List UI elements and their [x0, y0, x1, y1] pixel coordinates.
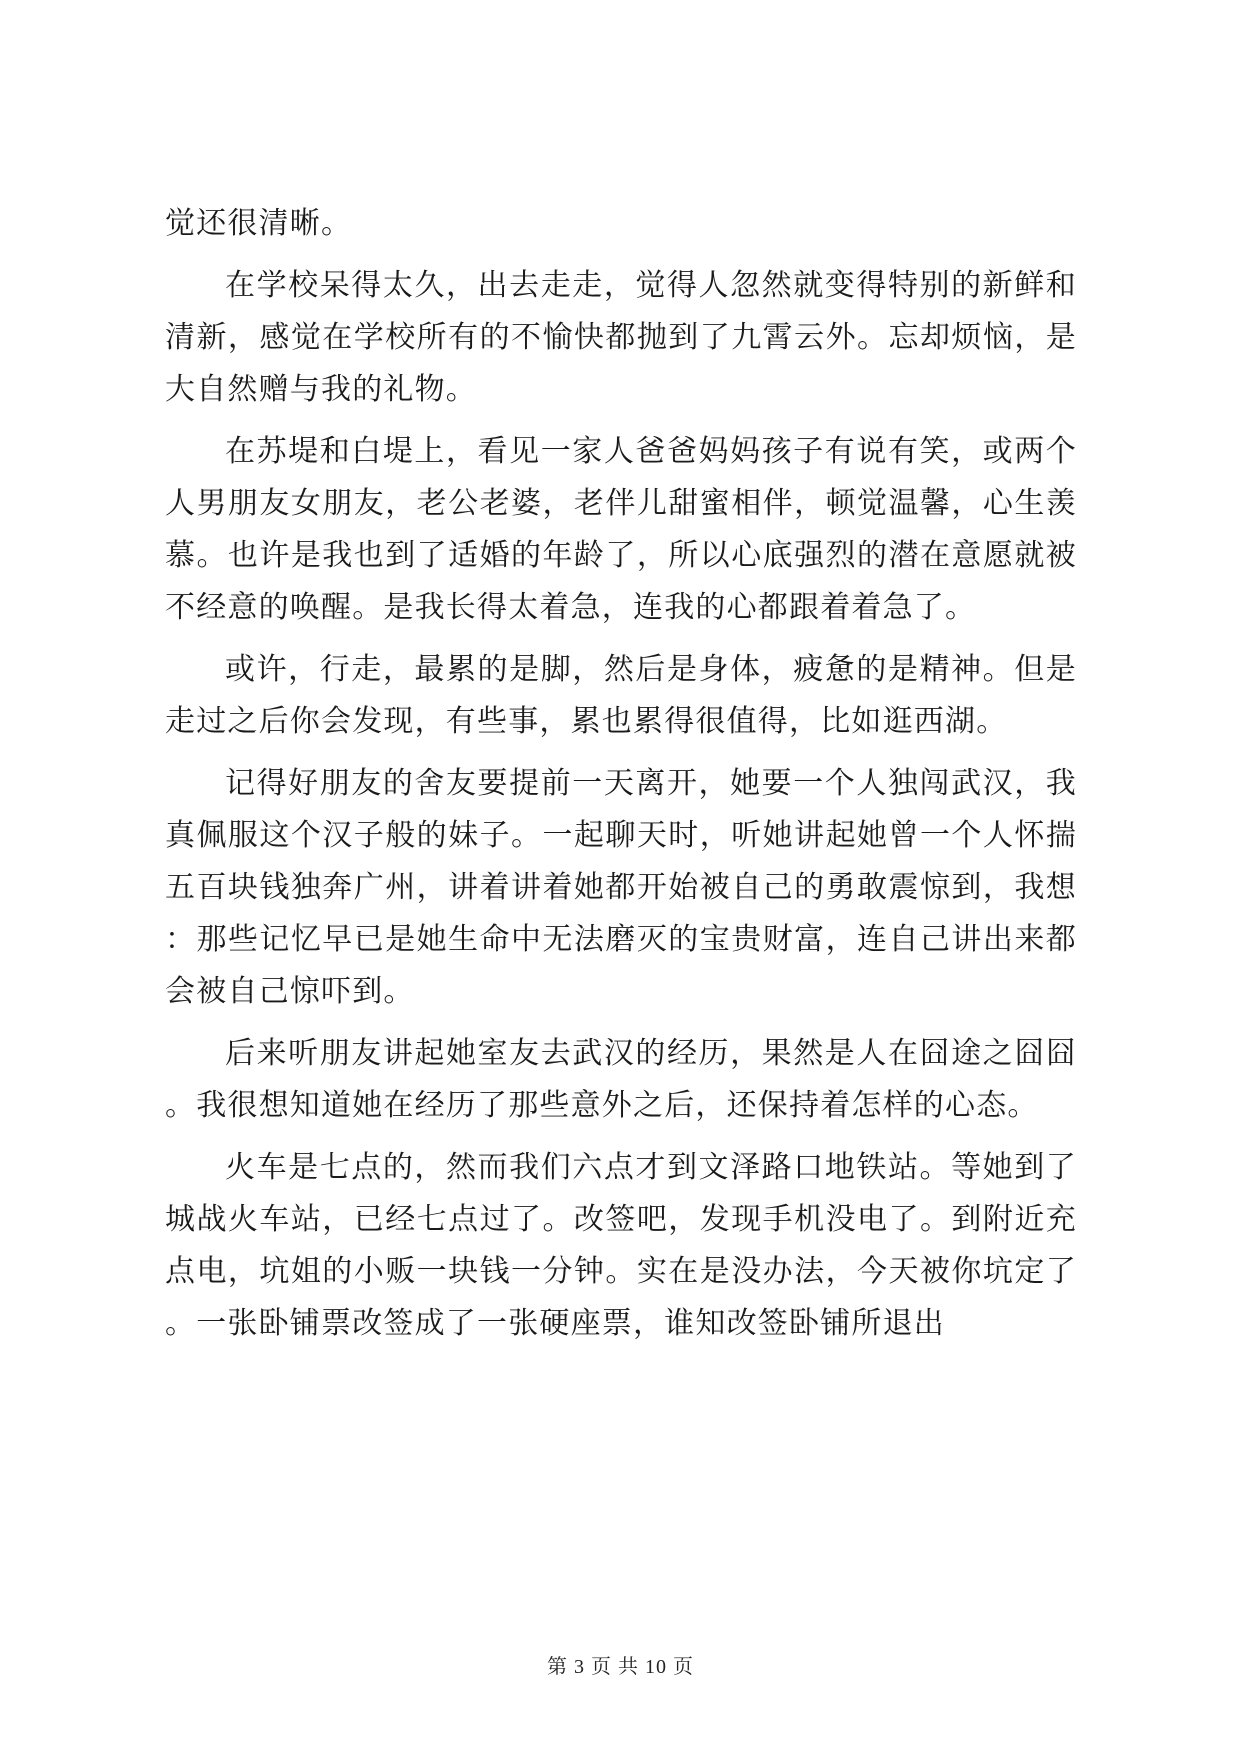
paragraph-2: 在学校呆得太久，出去走走，觉得人忽然就变得特别的新鲜和清新，感觉在学校所有的不愉快都抛到了九霄云外。忘却烦恼，是大自然赠与我的礼物。 [165, 268, 1077, 407]
document-body [165, 198, 1077, 1360]
paragraph-5: 记得好朋友的舍友要提前一天离开，她要一个人独闯武汉，我真佩服这个汉子般的妹子。一起聊天时，听她讲起她曾一个人怀揣五百块钱独奔广州，讲着讲着她都开始被自己的勇敢震惊到，我想：那些记忆早已是她生命中无法磨灭的宝贵财富，连自己讲出来都会被自己惊吓到。 [165, 766, 1077, 1009]
page-number-footer: 第 3 页 共 10 页 [547, 1656, 694, 1678]
paragraph-4: 或许，行走，最累的是脚，然后是身体，疲惫的是精神。但是走过之后你会发现，有些事，累也累得很值得，比如逛西湖。 [165, 652, 1077, 739]
paragraph-7: 火车是七点的，然而我们六点才到文泽路口地铁站。等她到了城战火车站，已经七点过了。改签吧，发现手机没电了。到附近充点电，坑姐的小贩一块钱一分钟。实在是没办法，今天被你坑定了。一张卧铺票改签成了一张硬座票，谁知改签卧铺所退出 [165, 1150, 1077, 1341]
paragraph-3: 在苏堤和白堤上，看见一家人爸爸妈妈孩子有说有笑，或两个人男朋友女朋友，老公老婆，老伴儿甜蜜相伴，顿觉温馨，心生羡慕。也许是我也到了适婚的年龄了，所以心底强烈的潜在意愿就被不经意的唤醒。是我长得太着急，连我的心都跟着着急了。 [165, 434, 1077, 625]
paragraph-6: 后来听朋友讲起她室友去武汉的经历，果然是人在囧途之囧囧。我很想知道她在经历了那些意外之后，还保持着怎样的心态。 [165, 1036, 1077, 1123]
paragraph-1: 觉还很清晰。 [165, 206, 353, 241]
